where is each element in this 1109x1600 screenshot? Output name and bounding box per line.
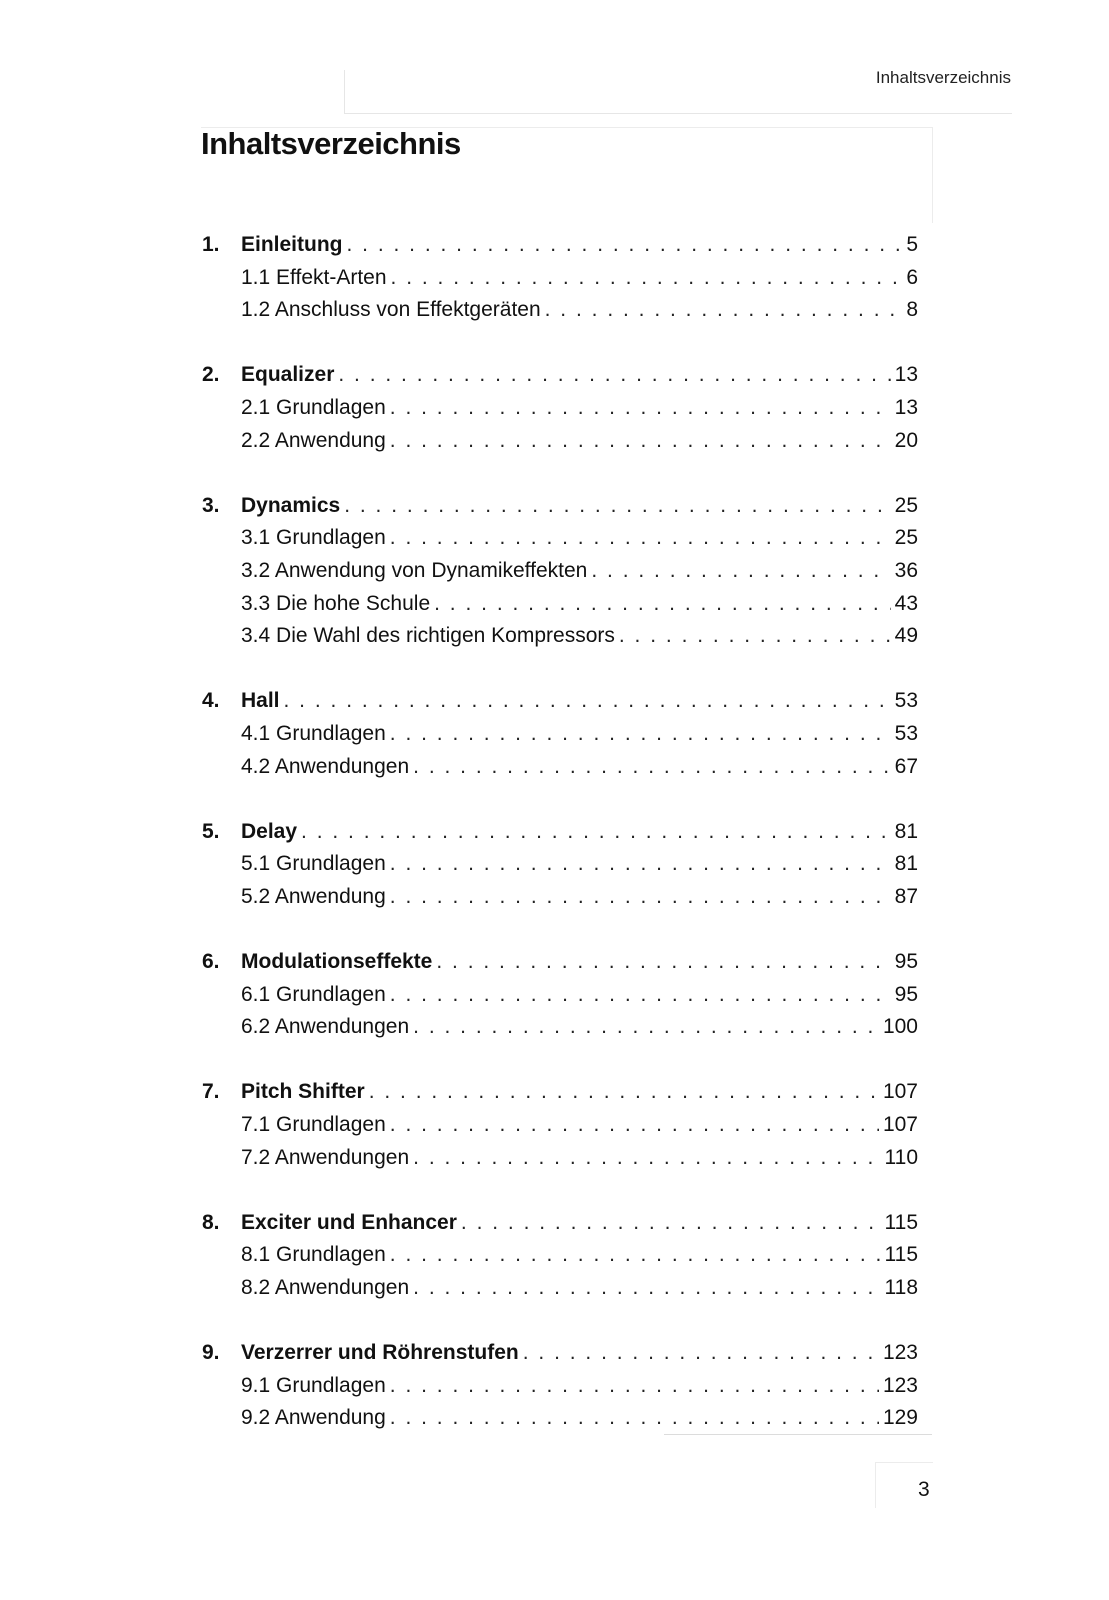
section-page: 36 bbox=[894, 558, 918, 582]
chapter-page: 25 bbox=[894, 493, 918, 517]
toc-section-entry[interactable] bbox=[202, 881, 918, 914]
chapter-number: 9. bbox=[202, 1341, 220, 1365]
section-title: 6.1 Grundlagen bbox=[241, 982, 386, 1006]
toc-chapter-entry[interactable] bbox=[202, 490, 918, 523]
section-title: 5.2 Anwendung bbox=[241, 884, 386, 908]
section-page: 123 bbox=[882, 1373, 918, 1397]
dot-leader bbox=[619, 620, 891, 653]
toc-section-entry[interactable] bbox=[202, 1239, 918, 1272]
toc-section-entry[interactable] bbox=[202, 1402, 918, 1435]
toc-chapter-group bbox=[202, 946, 918, 1044]
toc-section-entry[interactable] bbox=[202, 1142, 918, 1175]
chapter-number: 3. bbox=[202, 493, 220, 517]
section-page: 20 bbox=[894, 428, 918, 452]
toc-chapter-entry[interactable] bbox=[202, 1337, 918, 1370]
chapter-page: 123 bbox=[882, 1341, 918, 1365]
running-head: Inhaltsverzeichnis bbox=[875, 68, 1011, 87]
section-title: 5.1 Grundlagen bbox=[241, 852, 386, 876]
section-page: 67 bbox=[894, 754, 918, 778]
toc-chapter-group bbox=[202, 1337, 918, 1435]
toc-chapter-entry[interactable] bbox=[202, 816, 918, 849]
section-page: 25 bbox=[894, 526, 918, 550]
toc-chapter-entry[interactable] bbox=[202, 359, 918, 392]
section-page: 118 bbox=[884, 1276, 918, 1299]
dot-leader bbox=[301, 816, 891, 849]
section-title: 3.1 Grundlagen bbox=[241, 526, 386, 550]
chapter-page: 13 bbox=[894, 363, 918, 387]
section-title: 2.1 Grundlagen bbox=[241, 395, 386, 419]
dot-leader bbox=[390, 881, 891, 914]
toc-chapter-entry[interactable] bbox=[202, 1207, 918, 1240]
dot-leader bbox=[390, 718, 891, 751]
section-page: 53 bbox=[894, 721, 918, 745]
toc-chapter-group bbox=[202, 490, 918, 653]
toc-section-entry[interactable] bbox=[202, 425, 918, 458]
section-page: 8 bbox=[906, 298, 918, 322]
section-page: 129 bbox=[882, 1406, 918, 1430]
chapter-page: 5 bbox=[906, 233, 918, 256]
chapter-page: 115 bbox=[884, 1210, 918, 1234]
chapter-title: Dynamics bbox=[241, 493, 341, 517]
chapter-number: 7. bbox=[202, 1080, 220, 1104]
section-page: 107 bbox=[882, 1113, 918, 1137]
dot-leader bbox=[390, 1370, 879, 1403]
section-page: 87 bbox=[894, 884, 918, 908]
section-title: 4.2 Anwendungen bbox=[241, 754, 410, 778]
toc-section-entry[interactable] bbox=[202, 588, 918, 621]
chapter-page: 53 bbox=[894, 689, 918, 713]
chapter-number: 5. bbox=[202, 819, 220, 843]
dot-leader bbox=[390, 1239, 881, 1272]
dot-leader bbox=[413, 1142, 880, 1175]
section-page: 95 bbox=[894, 982, 918, 1006]
section-title: 8.2 Anwendungen bbox=[241, 1276, 410, 1299]
section-title: 1.2 Anschluss von Effektgeräten bbox=[241, 298, 541, 322]
toc-chapter-group bbox=[202, 816, 918, 914]
toc-section-entry[interactable] bbox=[202, 1011, 918, 1044]
dot-leader bbox=[413, 1011, 879, 1044]
dot-leader bbox=[545, 294, 903, 327]
table-of-contents bbox=[202, 229, 918, 1468]
dot-leader bbox=[591, 555, 890, 588]
chapter-title: Modulationseffekte bbox=[241, 950, 433, 974]
toc-section-entry[interactable] bbox=[202, 620, 918, 653]
toc-chapter-group bbox=[202, 685, 918, 783]
dot-leader bbox=[523, 1337, 879, 1370]
toc-section-entry[interactable] bbox=[202, 1272, 918, 1305]
dot-leader bbox=[390, 1109, 879, 1142]
chapter-number: 2. bbox=[202, 363, 220, 387]
dot-leader bbox=[347, 229, 903, 262]
section-page: 100 bbox=[882, 1015, 918, 1039]
section-page: 110 bbox=[884, 1145, 918, 1169]
dot-leader bbox=[338, 359, 890, 392]
dot-leader bbox=[390, 1402, 879, 1435]
section-title: 1.1 Effekt-Arten bbox=[241, 265, 387, 289]
dot-leader bbox=[369, 1076, 879, 1109]
toc-section-entry[interactable] bbox=[202, 979, 918, 1012]
dot-leader bbox=[434, 588, 891, 621]
chapter-title: Exciter und Enhancer bbox=[241, 1210, 457, 1234]
section-page: 6 bbox=[906, 265, 918, 289]
bottom-rule bbox=[664, 1434, 932, 1435]
chapter-number: 8. bbox=[202, 1210, 220, 1234]
section-title: 2.2 Anwendung bbox=[241, 428, 386, 452]
chapter-title: Pitch Shifter bbox=[241, 1080, 365, 1104]
section-page: 49 bbox=[894, 624, 918, 648]
chapter-page: 95 bbox=[894, 950, 918, 974]
toc-section-entry[interactable] bbox=[202, 718, 918, 751]
section-page: 43 bbox=[894, 591, 918, 615]
chapter-title: Einleitung bbox=[241, 233, 343, 256]
section-title: 4.1 Grundlagen bbox=[241, 721, 386, 745]
page-number: 3 bbox=[918, 1478, 930, 1501]
toc-chapter-group bbox=[202, 229, 918, 327]
toc-chapter-entry[interactable] bbox=[202, 1076, 918, 1109]
dot-leader bbox=[390, 392, 891, 425]
dot-leader bbox=[390, 979, 891, 1012]
toc-section-entry[interactable] bbox=[202, 392, 918, 425]
chapter-title: Equalizer bbox=[241, 363, 335, 387]
section-title: 8.1 Grundlagen bbox=[241, 1243, 386, 1267]
dot-leader bbox=[461, 1207, 881, 1240]
chapter-number: 1. bbox=[202, 233, 220, 256]
toc-section-entry[interactable] bbox=[202, 522, 918, 555]
section-title: 9.2 Anwendung bbox=[241, 1406, 386, 1430]
dot-leader bbox=[390, 522, 891, 555]
toc-section-entry[interactable] bbox=[202, 555, 918, 588]
dot-leader bbox=[413, 751, 890, 784]
section-page: 13 bbox=[894, 395, 918, 419]
section-title: 3.4 Die Wahl des richtigen Kompressors bbox=[241, 624, 615, 648]
page-title: Inhaltsverzeichnis bbox=[201, 126, 461, 161]
toc-section-entry[interactable] bbox=[202, 751, 918, 784]
toc-chapter-group bbox=[202, 1207, 918, 1305]
toc-chapter-group bbox=[202, 359, 918, 457]
toc-chapter-entry[interactable] bbox=[202, 229, 918, 262]
chapter-title: Delay bbox=[241, 819, 298, 843]
chapter-page: 81 bbox=[894, 819, 918, 843]
section-title: 7.1 Grundlagen bbox=[241, 1113, 386, 1137]
chapter-number: 6. bbox=[202, 950, 220, 974]
section-title: 6.2 Anwendungen bbox=[241, 1015, 410, 1039]
toc-section-entry[interactable] bbox=[202, 1370, 918, 1403]
chapter-title: Verzerrer und Röhrenstufen bbox=[241, 1341, 519, 1365]
dot-leader bbox=[436, 946, 890, 979]
toc-section-entry[interactable] bbox=[202, 848, 918, 881]
section-title: 3.2 Anwendung von Dynamikeffekten bbox=[241, 558, 588, 582]
section-page: 115 bbox=[884, 1243, 918, 1267]
section-title: 7.2 Anwendungen bbox=[241, 1145, 410, 1169]
dot-leader bbox=[413, 1272, 880, 1305]
chapter-page: 107 bbox=[882, 1080, 918, 1104]
dot-leader bbox=[344, 490, 890, 523]
section-title: 9.1 Grundlagen bbox=[241, 1373, 386, 1397]
dot-leader bbox=[284, 685, 891, 718]
chapter-title: Hall bbox=[241, 689, 280, 713]
section-page: 81 bbox=[894, 852, 918, 876]
dot-leader bbox=[391, 262, 903, 295]
chapter-number: 4. bbox=[202, 689, 220, 713]
toc-section-entry[interactable] bbox=[202, 294, 918, 327]
dot-leader bbox=[390, 425, 891, 458]
toc-chapter-entry[interactable] bbox=[202, 946, 918, 979]
toc-section-entry[interactable] bbox=[202, 1109, 918, 1142]
dot-leader bbox=[390, 848, 891, 881]
toc-chapter-group bbox=[202, 1076, 918, 1174]
section-title: 3.3 Die hohe Schule bbox=[241, 591, 431, 615]
toc-chapter-entry[interactable] bbox=[202, 685, 918, 718]
toc-section-entry[interactable] bbox=[202, 262, 918, 295]
